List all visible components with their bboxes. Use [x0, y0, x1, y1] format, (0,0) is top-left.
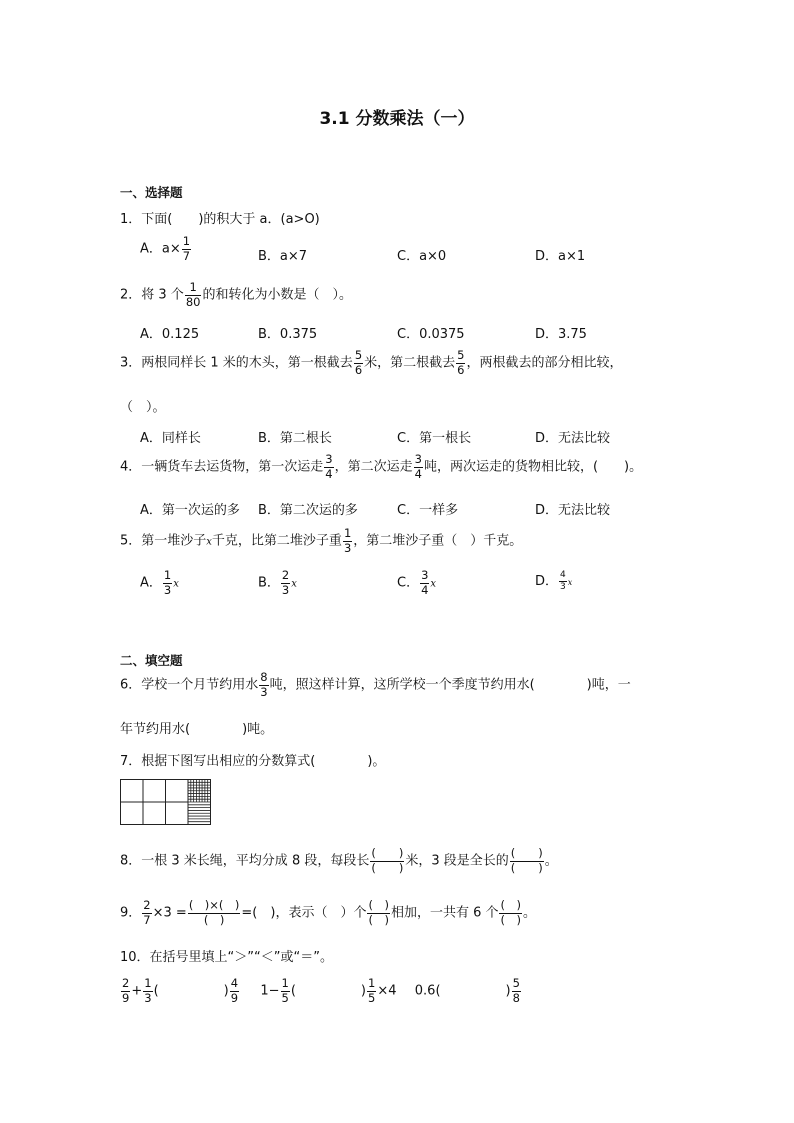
q5-option-a[interactable]: A． $\frac{1}{3}$ x	[140, 568, 179, 597]
q4-option-d[interactable]: D．无法比较	[535, 503, 611, 518]
page-title: 3.1 分数乘法（一）	[319, 109, 475, 129]
blank-fraction[interactable]: $\frac{( )}{( )}$	[368, 898, 389, 927]
q2-option-b[interactable]: B．0.375	[258, 327, 318, 342]
q1-option-c[interactable]: C．a×0	[397, 249, 447, 264]
q4-option-b[interactable]: B．第二次运的多	[258, 503, 358, 518]
fraction: $\frac{2}{9}$	[122, 976, 130, 1005]
question-8-stem: 8．一根 3 米长绳，平均分成 8 段，每段长 $\frac{( )}{( )}$ 米，3 段是全长的 $\frac{( )}{( )}$ 。	[120, 846, 558, 875]
q1-option-a[interactable]	[140, 236, 192, 262]
question-7-stem: 7．根据下图写出相应的分数算式( )。	[120, 754, 386, 769]
question-10-stem: 10．在括号里填上“＞”“＜”或“＝”。	[120, 950, 333, 965]
fraction: $\frac{1}{3}$	[144, 976, 152, 1005]
fraction: $\frac{1}{7}$	[182, 234, 191, 263]
compare-blank-2[interactable]: ( )	[290, 983, 366, 999]
q2-option-c[interactable]: C．0.0375	[397, 327, 465, 342]
fraction: $\frac{1}{80}$	[185, 280, 201, 309]
q4-option-c[interactable]: C．一样多	[397, 503, 459, 518]
fraction: $\frac{4}{9}$	[230, 976, 239, 1005]
q3-option-d[interactable]: D．无法比较	[535, 431, 611, 446]
q2-option-d[interactable]: D．3.75	[535, 327, 587, 342]
blank-fraction[interactable]: $\frac{( )}{( )}$	[371, 846, 404, 875]
fraction: $\frac{3}{4}$	[414, 452, 422, 481]
fraction-grid-figure	[120, 779, 212, 827]
fraction: $\frac{1}{3}$	[163, 568, 172, 597]
q1-option-a-text: A．a×	[140, 241, 181, 257]
q5-option-d[interactable]: D． $\frac{4}{3}$ x	[535, 570, 573, 592]
question-3-stem: 3．两根同样长 1 米的木头，第一根截去 $\frac{5}{6}$ 米，第二根截去 $\frac{5}{6}$ ，两根截去的部分相比较，	[120, 348, 623, 377]
blank-fraction[interactable]: $\frac{( )}{( )}$	[510, 846, 543, 875]
compare-blank-3[interactable]: ( )	[435, 983, 511, 999]
fraction: $\frac{4}{3}$	[560, 570, 566, 592]
q3-option-b[interactable]: B．第二根长	[258, 431, 332, 446]
fraction: $\frac{1}{3}$	[343, 526, 352, 555]
fraction: $\frac{2}{7}$	[143, 898, 151, 927]
question-1-stem: 1．下面( )的积大于 a．(a>O)	[120, 212, 320, 227]
fraction: $\frac{2}{3}$	[281, 568, 290, 597]
question-3-line2: （ ）。	[120, 400, 166, 415]
q3-option-a[interactable]: A．同样长	[140, 431, 201, 446]
section-choice-heading: 一、选择题	[120, 185, 183, 200]
fraction: $\frac{3}{4}$	[421, 568, 429, 597]
question-9-stem: 9． $\frac{2}{7}$ ×3 = $\frac{( )\times( )}{( )}$ =( )，表示（ ）个 $\frac{( )}{( )}$ 相加，一共有 6 个 $\frac{( )}{( )}$ 。	[120, 898, 536, 927]
fraction: $\frac{3}{4}$	[325, 452, 333, 481]
q5-option-b[interactable]: B． $\frac{2}{3}$ x	[258, 568, 297, 597]
blank-fraction[interactable]: $\frac{( )}{( )}$	[500, 898, 521, 927]
q1-option-b[interactable]: B．a×7	[258, 249, 308, 264]
fraction: $\frac{1}{5}$	[367, 976, 376, 1005]
fraction: $\frac{1}{5}$	[281, 976, 289, 1005]
question-6-line2: 年节约用水( )吨。	[120, 722, 274, 737]
question-6-stem: 6．学校一个月节约用水 $\frac{8}{3}$ 吨，照这样计算，这所学校一个季度节约用水( )吨，一	[120, 670, 631, 699]
question-5-stem: 5．第一堆沙子x千克，比第二堆沙子重 $\frac{1}{3}$ ，第二堆沙子重（ ）千克。	[120, 526, 523, 555]
section-fill-heading: 二、填空题	[120, 653, 183, 668]
fraction: $\frac{8}{3}$	[260, 670, 268, 699]
fraction: $\frac{5}{8}$	[512, 976, 520, 1005]
fraction: $\frac{5}{6}$	[354, 348, 363, 377]
q1-option-d[interactable]: D．a×1	[535, 249, 586, 264]
q3-option-c[interactable]: C．第一根长	[397, 431, 472, 446]
question-4-stem: 4．一辆货车去运货物，第一次运走 $\frac{3}{4}$ ，第二次运走 $\frac{3}{4}$ 吨，两次运走的货物相比较，( )。	[120, 452, 643, 481]
question-2-stem: 2．将 3 个 $\frac{1}{80}$ 的和转化为小数是（ ）。	[120, 280, 352, 309]
fraction: $\frac{5}{6}$	[457, 348, 465, 377]
compare-blank-1[interactable]: ( )	[153, 983, 229, 999]
q4-option-a[interactable]: A．第一次运的多	[140, 503, 240, 518]
question-10-expressions: $\frac{2}{9}$ + $\frac{1}{3}$ ( ) $\frac{4}{9}$ 1− $\frac{1}{5}$ ( ) $\frac{1}{5}$ ×4 0.6( ) $\frac{5}{8}$	[122, 976, 520, 1005]
blank-fraction[interactable]: $\frac{( )\times( )}{( )}$	[188, 898, 240, 927]
q5-option-c[interactable]: C． $\frac{3}{4}$ x	[397, 568, 437, 597]
q2-option-a[interactable]: A．0.125	[140, 327, 200, 342]
